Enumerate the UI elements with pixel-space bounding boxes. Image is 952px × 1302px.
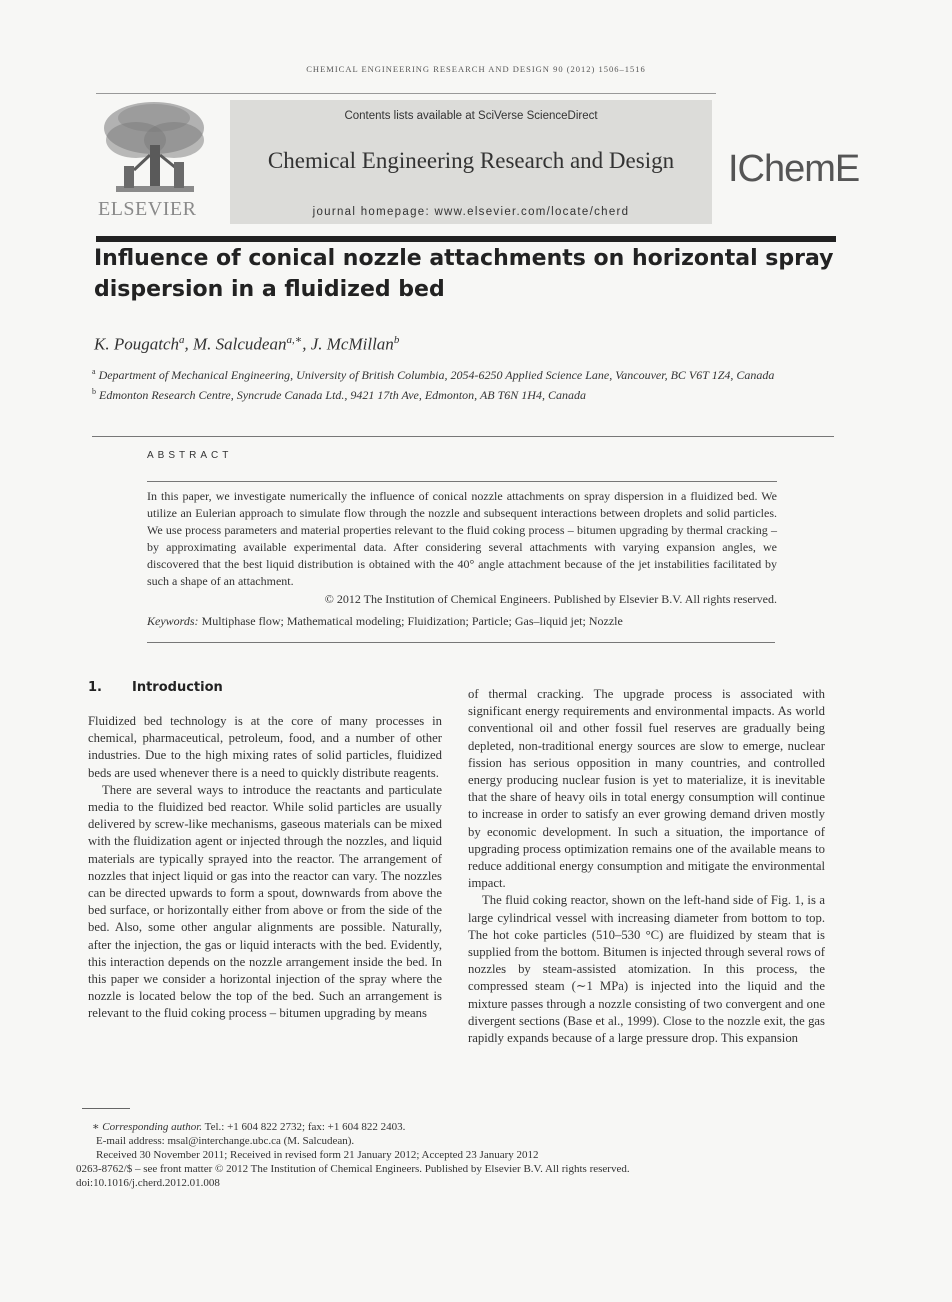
contents-line: Contents lists available at SciVerse ScienceDirect — [344, 110, 598, 122]
journal-homepage: journal homepage: www.elsevier.com/locate/cherd — [312, 206, 630, 218]
footnote-rule — [82, 1108, 130, 1109]
running-header: CHEMICAL ENGINEERING RESEARCH AND DESIGN 90 (2012) 1506–1516 — [306, 64, 646, 74]
keywords — [147, 614, 787, 629]
author-name: J. McMillan — [310, 334, 394, 354]
publisher-name: ELSEVIER — [98, 198, 197, 220]
paragraph: of thermal cracking. The upgrade process is associated with significant energy requirements and environmental impacts. As world conventional oil and other fossil fuel reserves are gradually being depleted, non-traditional energy sources are slow to emerge, nuclear fission has serious opposition in many countries, and controlled energy producing nuclear fusion is yet to materialize, it is inevitable that the share of heavy oils in total energy consumption will continue to increase in order to satisfy an ever growing demand driven mostly by economic development. In such a situation, the importance of upgrading process optimization remains one of the available means to reduce additional energy consumption and mitigate the environmental impact. — [468, 687, 825, 891]
keywords-list: Multiphase flow; Mathematical modeling; Fluidization; Particle; Gas–liquid jet; Nozzle — [201, 614, 623, 628]
footnote-corresponding: ∗ Corresponding author. Tel.: +1 604 822 2732; fax: +1 604 822 2403. — [92, 1121, 406, 1133]
header-rule — [96, 93, 716, 94]
footnote-front-matter: 0263-8762/$ – see front matter © 2012 The Institution of Chemical Engineers. Published by Elsevier B.V. All rights reserved. — [76, 1163, 630, 1175]
author-list: K. Pougatch$^a$, M. Salcudean$^{a,∗}$, J. McMillan$^b$ — [94, 334, 400, 354]
header-thick-rule — [96, 236, 836, 242]
footnote-doi: doi:10.1016/j.cherd.2012.01.008 — [76, 1177, 220, 1189]
abstract-text: In this paper, we investigate numerically the influence of conical nozzle attachments on spray dispersion in a fluidized bed. We utilize an Eulerian approach to simulate flow through the nozzle and subsequent interactions between droplets and solid particles. We use process parameters and material properties relevant to the fluid coking process – bitumen upgrading by thermal cracking – by approximating available experimental data. After considering several attachments with varying expansion angles, we discovered that the best liquid distribution is obtained with the 40° angle attachment because of the jet instabilities facilitated by such a shape of an attachment. — [147, 489, 777, 588]
abstract-copyright: © 2012 The Institution of Chemical Engineers. Published by Elsevier B.V. All rights reserved. — [324, 592, 777, 606]
author-name: M. Salcudean — [193, 334, 287, 354]
icheme-logo: IChemE — [728, 148, 860, 190]
divider — [147, 481, 777, 482]
section-number: 1. — [88, 680, 102, 695]
affiliation: $^a$ Department of Mechanical Engineering, University of British Columbia, 2054-6250 Applied Science Lane, Vancouver, BC V6T 1Z4, Canada — [92, 367, 775, 382]
footnote-email: E-mail address: msal@interchange.ubc.ca (M. Salcudean). — [96, 1135, 355, 1147]
affiliation: $^b$ Edmonton Research Centre, Syncrude Canada Ltd., 9421 17th Ave, Edmonton, AB T6N 1H4, Canada — [92, 386, 586, 402]
paragraph: The fluid coking reactor, shown on the left-hand side of Fig. 1, is a large cylindrical vessel with increasing diameter from bottom to top. The hot coke particles (510–530 °C) are fluidized by steam that is supplied from the bottom. Bitumen is injected through several rows of nozzles by steam-assisted atomization. In this process, the compressed steam (∼1 MPa) is injected into the liquid and the mixture passes through a nozzle consisting of two convergent and one divergent sections (Base et al., 1999). Close to the nozzle exit, the gas rapidly expands because of a large pressure drop. This expansion — [468, 893, 825, 1046]
author-sup: b — [393, 334, 400, 346]
article-title: Influence of conical nozzle attachments on horizontal spray dispersion in a fluidized bed — [94, 246, 834, 302]
paragraph: There are several ways to introduce the reactants and particulate media to the fluidized bed reactor. While solid particles are usually delivered by screw-like mechanisms, gaseous materials can be mixed with the fluidization agent or injected through the nozzles, and liquid materials are typically sprayed into the reactor. The arrangement of nozzles that inject liquid or gas into the reactor can vary. The nozzles can be directed upwards to form a spout, downwards from above the bed surface, or horizontally either from above or from the side of the bed. Also, some other angular alignments are possible. Naturally, after the injection, the gas or liquid interacts with the bed. Evidently, this interaction depends on the nozzle arrangement inside the bed. In this paper we consider a horizontal injection of the spray where the nozzle is located below the top of the bed. Such an arrangement is relevant to the fluid coking process – bitumen upgrading by means — [88, 782, 442, 1021]
left-column — [88, 713, 442, 1023]
paragraph: Fluidized bed technology is at the core of many processes in chemical, pharmaceutical, petroleum, food, and a number of other industries. Due to the high mixing rates of solid particles, fluidized beds are used whenever there is a need to quickly distribute reagents. — [88, 714, 442, 780]
author-name: K. Pougatch — [94, 334, 179, 354]
divider — [147, 642, 775, 643]
affiliations — [92, 364, 812, 403]
author-sup: a,∗ — [286, 334, 303, 346]
section-title: Introduction — [132, 680, 223, 695]
keywords-label: Keywords: — [147, 614, 199, 628]
abstract-heading: ABSTRACT — [147, 450, 233, 461]
footnote-received: Received 30 November 2011; Received in revised form 21 January 2012; Accepted 23 January 2012 — [96, 1149, 539, 1161]
section-heading — [88, 680, 223, 695]
journal-title: Chemical Engineering Research and Design — [267, 148, 675, 173]
author-sup: a — [179, 334, 185, 346]
divider — [92, 436, 834, 437]
right-column — [468, 686, 825, 1047]
